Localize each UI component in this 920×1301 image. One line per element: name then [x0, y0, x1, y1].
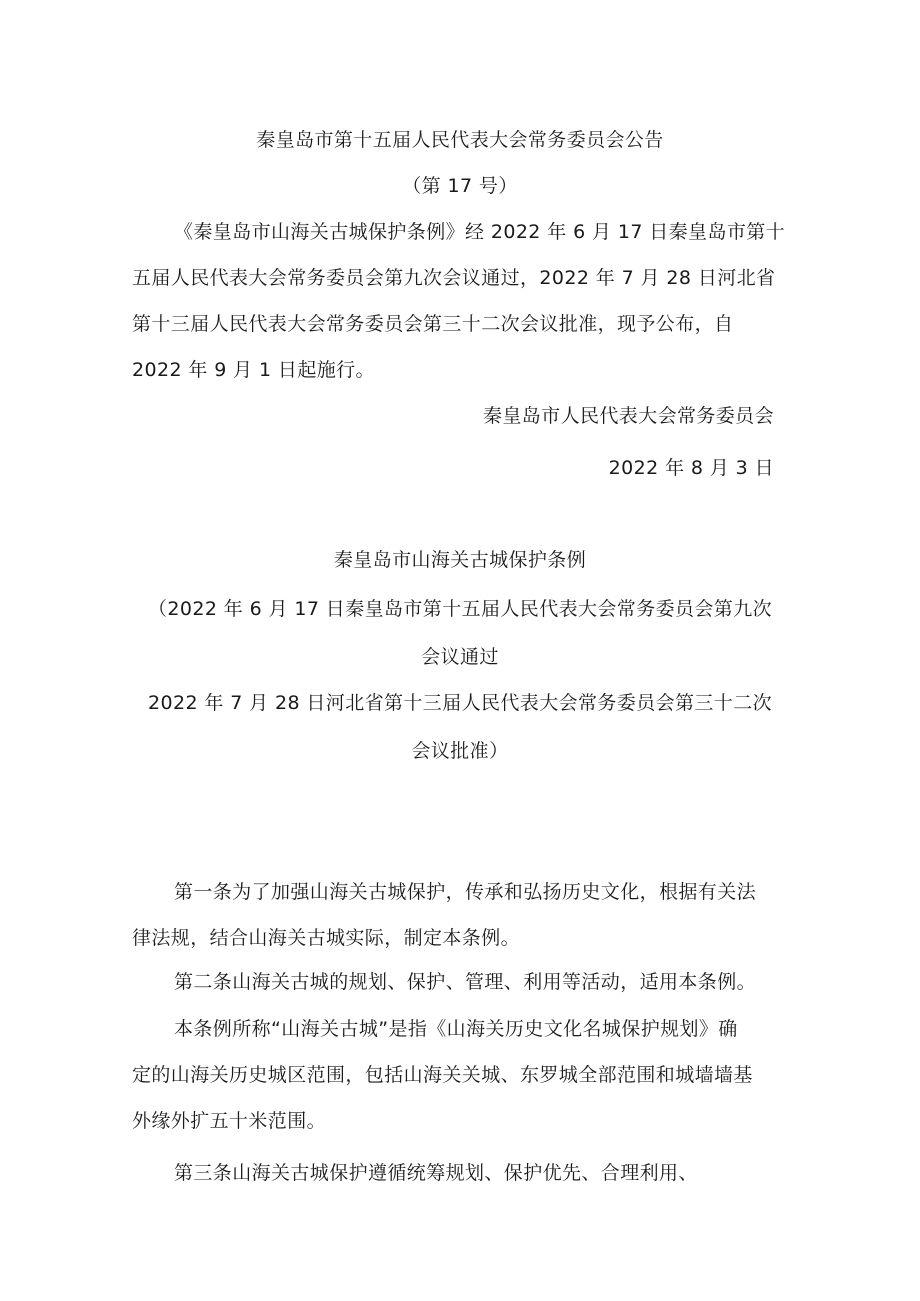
announcement-body-line: 《秦皇岛市山海关古城保护条例》经 2022 年 6 月 17 日秦皇岛市第十 [174, 221, 786, 243]
regulation-approval-line: （2022 年 6 月 17 日秦皇岛市第十五届人民代表大会常务委员会第九次 [147, 598, 773, 620]
announcement-title: 秦皇岛市第十五届人民代表大会常务委员会公告 [256, 129, 664, 151]
announcement-date: 2022 年 8 月 3 日 [608, 457, 774, 479]
regulation-approval-line: 2022 年 7 月 28 日河北省第十三届人民代表大会常务委员会第三十二次 [147, 692, 773, 714]
announcement-body-line: 第十三届人民代表大会常务委员会第三十二次会议批准，现予公布，自 [132, 313, 734, 335]
article-2-definition-line: 定的山海关历史城区范围，包括山海关关城、东罗城全部范围和城墙墙基 [132, 1064, 753, 1086]
regulation-title: 秦皇岛市山海关古城保护条例 [333, 549, 587, 571]
regulation-approval-line: 会议通过 [421, 646, 499, 668]
article-2-definition-line: 外缘外扩五十米范围。 [132, 1110, 327, 1132]
announcement-body-line: 2022 年 9 月 1 日起施行。 [132, 359, 375, 381]
article-2-definition-line: 本条例所称“山海关古城”是指《山海关历史文化名城保护规划》确 [174, 1018, 738, 1040]
article-1-line: 律法规，结合山海关古城实际，制定本条例。 [132, 927, 521, 949]
article-3-line: 第三条山海关古城保护遵循统筹规划、保护优先、合理利用、 [174, 1162, 698, 1184]
regulation-approval-line: 会议批准） [411, 740, 509, 762]
announcement-number: （第 17 号） [402, 175, 518, 197]
article-1-line: 第一条为了加强山海关古城保护，传承和弘扬历史文化，根据有关法 [174, 881, 757, 903]
announcement-body-line: 五届人民代表大会常务委员会第九次会议通过，2022 年 7 月 28 日河北省 [132, 267, 776, 289]
announcement-issuer: 秦皇岛市人民代表大会常务委员会 [482, 405, 774, 427]
article-2-line: 第二条山海关古城的规划、保护、管理、利用等活动，适用本条例。 [174, 971, 757, 993]
